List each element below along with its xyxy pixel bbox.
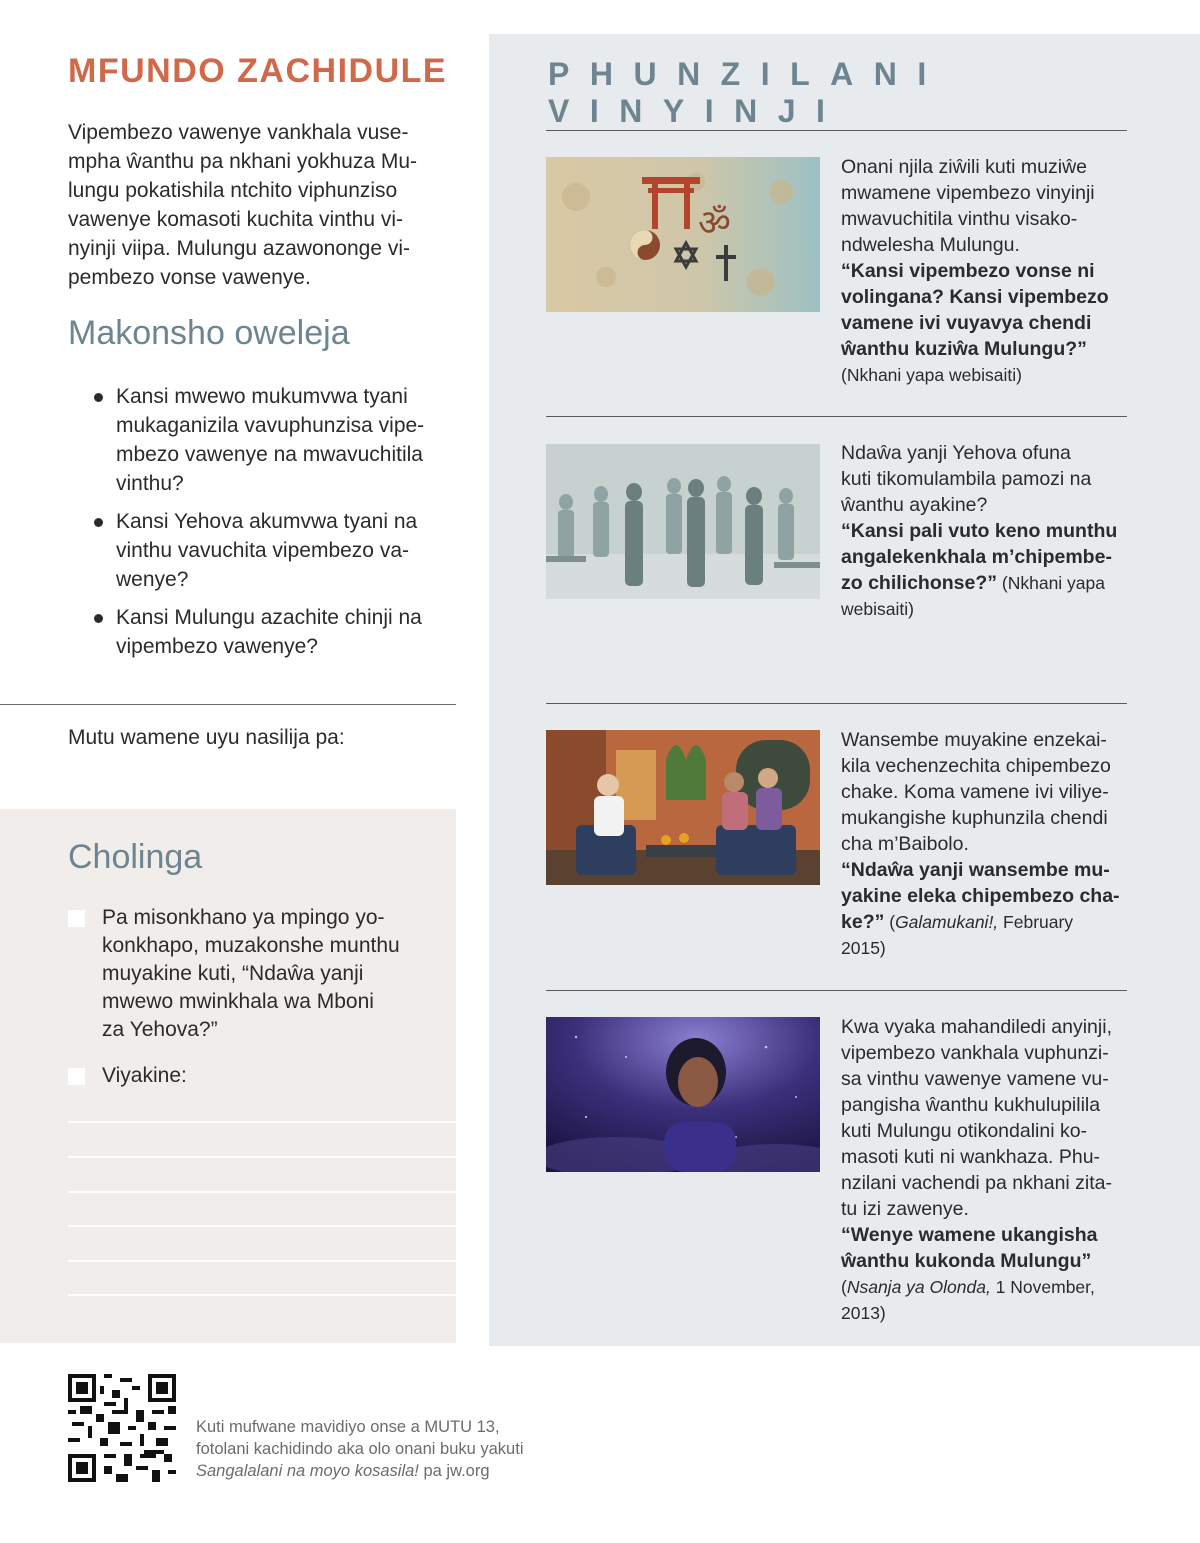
writing-line[interactable] (68, 1260, 456, 1262)
explore-item-text: Wansembe muyakine enzekai- kila vechenzechita chipembezo chake. Koma vamene ivi viliye- mukangishe kuphunzila chendi cha m’Baibolo. “Ndaŵa yanji wansembe mu- yakine eleka chipembezo cha- ke?” (Galamukani!, February 2015) (841, 727, 1131, 961)
explore-title: PHUNZILANI VINYINJI (548, 56, 947, 129)
review-question-list (90, 382, 460, 670)
footer-text: Kuti mufwane mavidiyo onse a MUTU 13, fotolani kachidindo aka olo onani buku yakuti Sangalalani na moyo kosasila! pa jw.org (196, 1418, 524, 1480)
left-divider (0, 704, 456, 705)
religious-symbols-image[interactable] (546, 157, 820, 312)
writing-line[interactable] (68, 1156, 456, 1158)
goal-title: Cholinga (68, 838, 203, 876)
divider (546, 703, 1127, 704)
article-source: (Nsanja ya Olonda, 1 November, 2013) (841, 1277, 1095, 1323)
goal-item: Pa misonkhano ya mpingo yo- konkhapo, muzakonshe munthu muyakine kuti, “Ndaŵa yanji mwewo mwinkhala wa Mboni za Yehova?” (68, 904, 438, 1044)
woman-night-sky-image[interactable] (546, 1017, 820, 1172)
explore-item-text: Ndaŵa yanji Yehova ofuna kuti tikomulambila pamozi na ŵanthu ayakine? “Kansi pali vuto keno munthu angalekenkhala m’chipembe- zo chilichonse?” (Nkhani yapa webisaiti) (841, 440, 1131, 622)
writing-line[interactable] (68, 1121, 456, 1123)
explore-item-text: Kwa vyaka mahandiledi anyinji, vipembezo vankhala vuphunzi- sa vinthu vawenye vamene vu- pangisha ŵanthu kukhulupilila kuti Mulungu otikondalini ko- masoti kuti ni wankhaza. Phu- nzilani vachendi pa nkhani zita- tu izi zawenye. “Wenye wamene ukangisha ŵanthu kukonda Mulungu” (Nsanja ya Olonda, 1 November, 2013) (841, 1014, 1131, 1326)
qr-code[interactable] (68, 1374, 176, 1482)
article-title-link[interactable]: “Kansi vipembezo vonse ni volingana? Kansi vipembezo vamene ivi vuyavya chendi ŵanthu kuziŵa Mulungu?” (841, 260, 1109, 360)
clergyman-conversation-image[interactable] (546, 730, 820, 885)
writing-line[interactable] (68, 1225, 456, 1227)
goal-item: Viyakine: (68, 1062, 438, 1090)
article-title-link[interactable]: “Ndaŵa yanji wansembe mu- yakine eleka chipembezo cha- ke?” (Galamukani!, February 2015) (841, 859, 1120, 958)
article-title-link[interactable]: “Kansi pali vuto keno munthu angalekenkhala m’chipembe- zo chilichonse?” (Nkhani yapa webisaiti) (841, 520, 1118, 619)
writing-line[interactable] (68, 1191, 456, 1193)
people-gathering-image[interactable] (546, 444, 820, 599)
svg-text:ॐ: ॐ (698, 203, 731, 244)
review-title: Makonsho oweleja (68, 314, 350, 352)
checkbox[interactable] (68, 910, 85, 927)
visit-date-label: Mutu wamene uyu nasilija pa: (68, 726, 345, 749)
divider (546, 130, 1127, 131)
review-question: Kansi Mulungu azachite chinji na vipembezo vawenye? (90, 603, 460, 661)
checkbox[interactable] (68, 1068, 85, 1085)
summary-text: Vipembezo vawenye vankhala vuse- mpha ŵanthu pa nkhani yokhuza Mu- lungu pokatishila ntchito viphunziso vawenye komasoti kuchita vinthu vi- nyinji viipa. Mulungu azawononge vi- pembezo vonse vawenye. (68, 121, 418, 289)
writing-line[interactable] (68, 1294, 456, 1296)
review-question: Kansi Yehova akumvwa tyani na vinthu vavuchita vipembezo va- wenye? (90, 507, 460, 594)
divider (546, 416, 1127, 417)
summary-title: MFUNDO ZACHIDULE (68, 52, 448, 90)
divider (546, 990, 1127, 991)
explore-item-text: Onani njila ziŵili kuti muziŵe mwamene vipembezo vinyinji mwavuchitila vinthu visako- ndwelesha Mulungu. “Kansi vipembezo vonse ni volingana? Kansi vipembezo vamene ivi vuyavya chendi ŵanthu kuziŵa Mulungu?” (Nkhani yapa webisaiti) (841, 154, 1131, 388)
article-title-link[interactable]: “Wenye wamene ukangisha ŵanthu kukonda Mulungu” (841, 1224, 1098, 1272)
review-question: Kansi mwewo mukumvwa tyani mukaganizila vavuphunzisa vipe- mbezo vawenye na mwavuchitila vinthu? (90, 382, 460, 498)
article-source: (Nkhani yapa webisaiti) (841, 365, 1022, 385)
